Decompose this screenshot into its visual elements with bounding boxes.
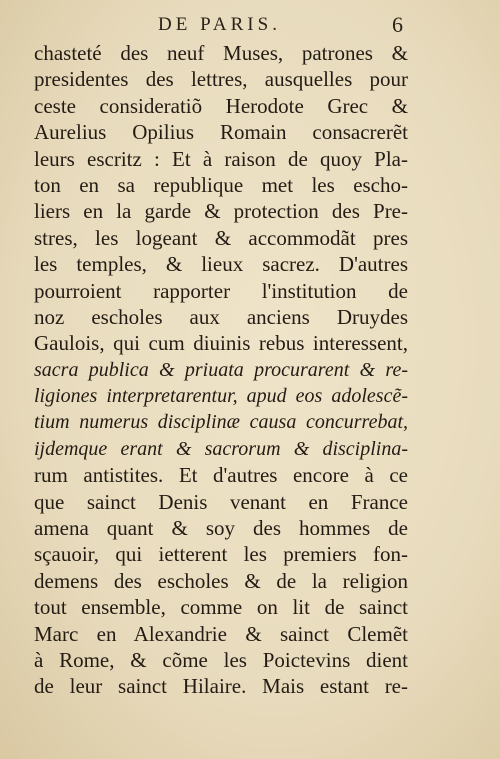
text-line: ijdemque erant & sacrorum & disciplina- bbox=[34, 437, 408, 460]
text-line: de leur sainct Hilaire. Mais estant re- bbox=[34, 674, 408, 699]
text-line: sacra publica & priuata procurarent & re- bbox=[34, 358, 408, 381]
text-line: stres, les logeant & accommodãt pres bbox=[34, 225, 408, 250]
text-line: chasteté des neuf Muses, patrones & bbox=[34, 41, 408, 65]
text-line: Gaulois, qui cum diuinis rebus interessent, bbox=[34, 331, 408, 356]
running-head: DE PARIS. bbox=[158, 14, 281, 35]
text-line: tout ensemble, comme on lit de sainct bbox=[34, 595, 408, 620]
text-line: pourroient rapporter l'institution de bbox=[34, 278, 408, 303]
text-line: que sainct Denis venant en France bbox=[34, 489, 408, 514]
text-line: ligiones interpretarentur, apud eos adolescẽ- bbox=[34, 385, 408, 408]
text-line: les temples, & lieux sacrez. D'autres bbox=[34, 252, 408, 277]
text-block bbox=[34, 40, 408, 700]
page-header bbox=[0, 14, 500, 40]
text-line: presidentes des lettres, ausquelles pour bbox=[34, 67, 408, 92]
text-line: liers en la garde & protection des Pre- bbox=[34, 199, 408, 224]
text-line: ceste consideratiõ Herodote Grec & bbox=[34, 93, 408, 118]
text-line: noz escholes aux anciens Druydes bbox=[34, 304, 408, 329]
text-line: Marc en Alexandrie & sainct Clemẽt bbox=[34, 621, 408, 646]
text-line: leurs escritz : Et à raison de quoy Pla- bbox=[34, 146, 408, 171]
text-line: à Rome, & cõme les Poictevins dient bbox=[34, 647, 408, 672]
text-line: rum antistites. Et d'autres encore à ce bbox=[34, 463, 408, 488]
text-line: Aurelius Opilius Romain consacrerẽt bbox=[34, 120, 408, 145]
text-line: ton en sa republique met les escho- bbox=[34, 172, 408, 197]
text-line: sçauoir, qui ietterent les premiers fon- bbox=[34, 542, 408, 567]
text-line: amena quant & soy des hommes de bbox=[34, 516, 408, 541]
text-line: tium numerus disciplinæ causa concurrebat, bbox=[34, 411, 408, 434]
text-line: demens des escholes & de la religion bbox=[34, 568, 408, 593]
page-number: 6 bbox=[392, 12, 403, 37]
